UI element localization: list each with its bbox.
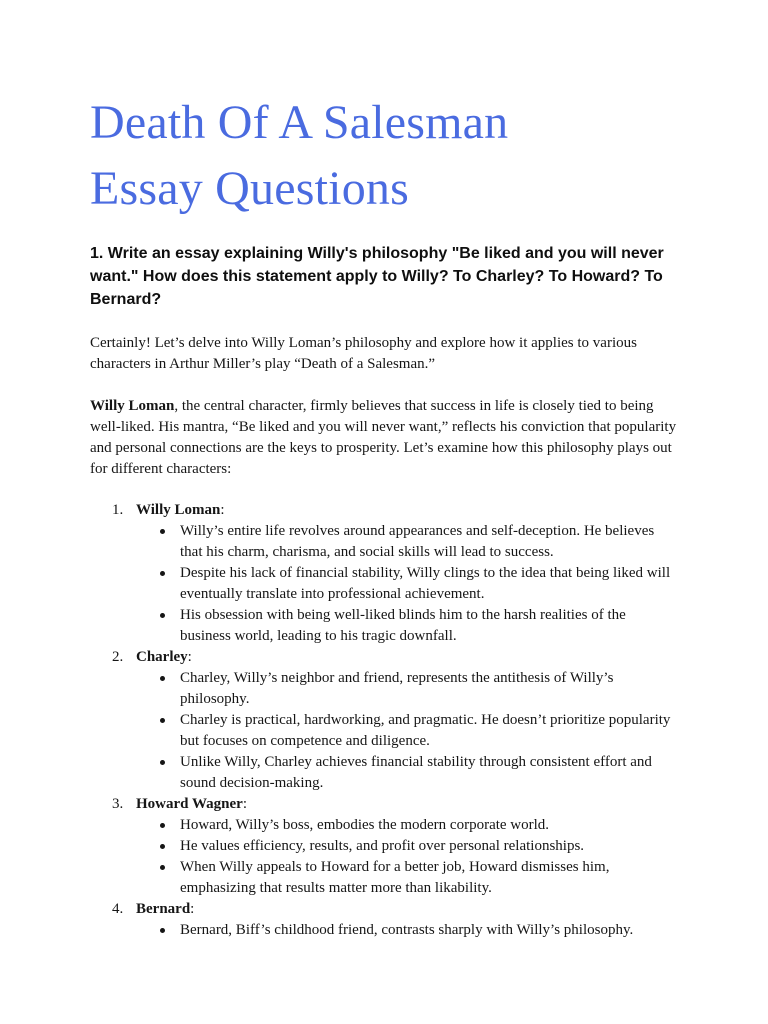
bullet-text: When Willy appeals to Howard for a better job, Howard dismisses him, emphasizing that results matter more than likability. [180, 859, 610, 896]
bullet-icon [160, 529, 165, 534]
character-heading [136, 794, 678, 815]
character-points [136, 668, 678, 794]
bullet-text: He values efficiency, results, and profit over personal relationships. [180, 838, 585, 854]
character-heading [136, 647, 678, 668]
bullet-text: Bernard, Biff’s childhood friend, contrasts sharply with Willy’s philosophy. [180, 922, 634, 938]
bullet-text: His obsession with being well-liked blinds him to the harsh realities of the business world, leading to his tragic downfall. [180, 607, 626, 644]
character-heading [136, 500, 678, 521]
bullet-icon [160, 613, 165, 618]
character-number: 1. [112, 502, 124, 518]
bullet-icon [160, 571, 165, 576]
character-name: Bernard [136, 901, 191, 917]
philosophy-paragraph-name: Willy Loman [90, 398, 175, 414]
bullet-item [136, 752, 678, 794]
bullet-icon [160, 928, 165, 933]
page-title [90, 90, 678, 222]
philosophy-paragraph [90, 396, 678, 480]
character-name-suffix: : [190, 901, 195, 917]
bullet-item [136, 668, 678, 710]
bullet-item [136, 563, 678, 605]
bullet-icon [160, 718, 165, 723]
bullet-item [136, 605, 678, 647]
character-heading [136, 899, 678, 920]
philosophy-paragraph-text: , the central character, firmly believes that success in life is closely tied to being well-liked. His mantra, “Be liked and you will never want,” reflects his conviction that popularity and personal connections are the keys to prosperity. Let’s examine how this philosophy plays out for different characters: [90, 398, 677, 477]
character-points [136, 521, 678, 647]
character-name-suffix: : [242, 796, 247, 812]
character-number: 3. [112, 796, 124, 812]
character-number: 4. [112, 901, 124, 917]
bullet-item [136, 710, 678, 752]
bullet-item [136, 920, 678, 941]
bullet-icon [160, 823, 165, 828]
page-title-line-2: Essay Questions [90, 162, 409, 215]
bullet-item [136, 857, 678, 899]
character-item [90, 899, 678, 941]
character-name: Willy Loman [136, 502, 221, 518]
character-name-suffix: : [187, 649, 192, 665]
bullet-text: Unlike Willy, Charley achieves financial stability through consistent effort and sound decision-making. [180, 754, 652, 791]
intro-paragraph: Certainly! Let’s delve into Willy Loman’s philosophy and explore how it applies to various characters in Arthur Miller’s play “Death of a Salesman.” [90, 335, 637, 372]
bullet-text: Charley, Willy’s neighbor and friend, represents the antithesis of Willy’s philosophy. [180, 670, 614, 707]
bullet-text: Willy’s entire life revolves around appearances and self-deception. He believes that his charm, charisma, and social skills will lead to success. [180, 523, 655, 560]
character-name: Charley [136, 649, 188, 665]
character-list [90, 500, 678, 941]
character-name-suffix: : [220, 502, 225, 518]
bullet-item [136, 836, 678, 857]
bullet-text: Charley is practical, hardworking, and pragmatic. He doesn’t prioritize popularity but focuses on competence and diligence. [180, 712, 671, 749]
bullet-icon [160, 676, 165, 681]
bullet-text: Howard, Willy’s boss, embodies the modern corporate world. [180, 817, 550, 833]
bullet-text: Despite his lack of financial stability, Willy clings to the idea that being liked will eventually translate into professional achievement. [180, 565, 671, 602]
character-points [136, 920, 678, 941]
bullet-icon [160, 844, 165, 849]
character-points [136, 815, 678, 899]
character-name: Howard Wagner [136, 796, 243, 812]
character-item [90, 794, 678, 899]
bullet-item [136, 521, 678, 563]
essay-question: 1. Write an essay explaining Willy's philosophy "Be liked and you will never want." How does this statement apply to Willy? To Charley? To Howard? To Bernard? [90, 245, 664, 308]
character-number: 2. [112, 649, 124, 665]
bullet-icon [160, 760, 165, 765]
character-item [90, 500, 678, 647]
bullet-item [136, 815, 678, 836]
page-title-line-1: Death Of A Salesman [90, 96, 509, 149]
character-item [90, 647, 678, 794]
bullet-icon [160, 865, 165, 870]
